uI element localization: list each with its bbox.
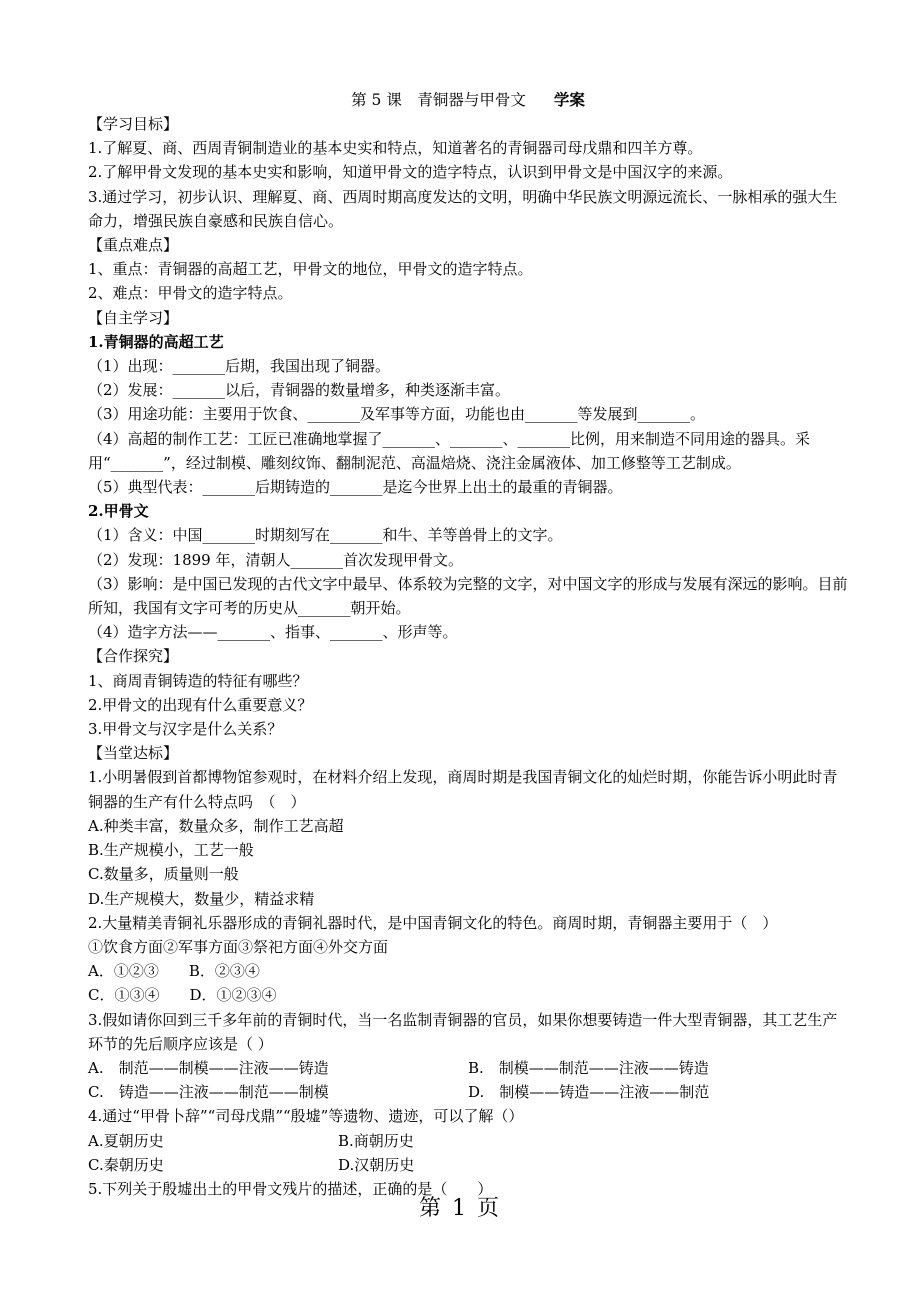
option-row <box>88 1129 848 1153</box>
key-item: 2、难点：甲骨文的造字特点。 <box>88 284 293 303</box>
option-row <box>88 1056 848 1080</box>
bronze-section-title: 1.青铜器的高超工艺 <box>88 332 224 351</box>
discussion-question: 1、商周青铜铸造的特征有哪些？ <box>88 671 308 690</box>
goal-item: 2.了解甲骨文发现的基本史实和影响，知道甲骨文的造字特点，认识到甲骨文是中国汉字的来源。 <box>88 163 733 182</box>
goals-heading: 【学习目标】 <box>88 115 179 133</box>
document-title <box>88 88 848 112</box>
discussion-question: 3.甲骨文与汉字是什么关系？ <box>88 720 283 739</box>
option: D. 制模——铸造——注液——制范 <box>468 1083 710 1102</box>
page-number: 第 1 页 <box>419 1196 501 1221</box>
goal-item: 3.通过学习，初步认识、理解夏、商、西周时期高度发达的文明，明确中华民族文明源远流长、一脉相承的强大生命力，增强民族自豪感和民族自信心。 <box>88 187 838 230</box>
option: C.秦朝历史 <box>88 1155 164 1174</box>
key-heading: 【重点难点】 <box>88 236 179 255</box>
option: B. 制模——制范——注液——铸造 <box>468 1058 709 1077</box>
option-row: A．①②③ B．②③④ <box>88 962 260 981</box>
fill-item: （4）高超的制作工艺：工匠已准确地掌握了_______、_______、_______比例，用来制造不同用途的器具。采用“_______”，经过制模、雕刻纹饰、翻制泥范、高温焙烧、浇注金属液体、加工修整等工艺制成。 <box>88 429 811 472</box>
question-1: 1.小明暑假到首都博物馆参观时，在材料介绍上发现，商周时期是我国青铜文化的灿烂时期，你能告诉小明此时青铜器的生产有什么特点吗 （ ） <box>88 768 838 811</box>
option: C.数量多，质量则一般 <box>88 865 239 884</box>
fill-item: （3）影响：是中国已发现的古代文字中最早、体系较为完整的文字，对中国文字的形成与发展有深远的影响。目前所知，我国有文字可考的历史从_______朝开始。 <box>88 574 848 618</box>
option: B.商朝历史 <box>338 1131 414 1150</box>
fill-item: （3）用途功能：主要用于饮食、_______及军事等方面，功能也由_______等发展到_______。 <box>88 405 706 424</box>
cooperation-heading: 【合作探究】 <box>88 647 179 666</box>
question-3: 3.假如请你回到三千多年前的青铜时代，当一名监制青铜器的官员，如果你想要铸造一件大型青铜器，其工艺生产环节的先后顺序应该是（ ） <box>88 1010 838 1053</box>
fill-item: （4）造字方法——_______、指事、_______、形声等。 <box>88 623 458 642</box>
option: D.生产规模大，数量少，精益求精 <box>88 889 315 908</box>
fill-item: （1）含义：中国_______时期刻写在_______和牛、羊等兽骨上的文字。 <box>88 526 563 545</box>
option: A.夏朝历史 <box>88 1131 164 1150</box>
question-4: 4.通过“甲骨卜辞”“司母戊鼎”“殷墟”等遗物、遗迹，可以了解（） <box>88 1107 524 1126</box>
goal-item: 1.了解夏、商、西周青铜制造业的基本史实和特点，知道著名的青铜器司母戊鼎和四羊方尊。 <box>88 139 703 158</box>
oracle-section-title: 2.甲骨文 <box>88 502 149 521</box>
fill-item: （1）出现：_______后期，我国出现了铜器。 <box>88 357 391 376</box>
question-5: 5.下列关于殷墟出土的甲骨文残片的描述，正确的是（ ） <box>88 1179 493 1198</box>
fill-item: （5）典型代表：_______后期铸造的_______是迄今世界上出土的最重的青铜器。 <box>88 478 623 497</box>
discussion-question: 2.甲骨文的出现有什么重要意义？ <box>88 695 313 714</box>
option-row <box>88 1153 848 1177</box>
question-2-items: ①饮食方面②军事方面③祭祀方面④外交方面 <box>88 937 389 956</box>
option: A. 制范——制模——注液——铸造 <box>88 1058 329 1077</box>
quiz-heading: 【当堂达标】 <box>88 744 179 763</box>
document-page <box>88 88 848 1201</box>
option: C. 铸造——注液——制范——制模 <box>88 1083 329 1102</box>
fill-item: （2）发展：_______以后，青铜器的数量增多，种类逐渐丰富。 <box>88 381 511 400</box>
question-2: 2.大量精美青铜礼乐器形成的青铜礼器时代，是中国青铜文化的特色。商周时期，青铜器主要用于（ ） <box>88 913 778 932</box>
option: B.生产规模小，工艺一般 <box>88 841 254 860</box>
option: D.汉朝历史 <box>338 1155 415 1174</box>
option-row <box>88 1080 848 1104</box>
option-row: C．①③④ D．①②③④ <box>88 986 277 1005</box>
key-item: 1、重点：青铜器的高超工艺，甲骨文的地位，甲骨文的造字特点。 <box>88 260 533 279</box>
title-suffix: 学案 <box>553 90 585 109</box>
title-text: 第 5 课 青铜器与甲骨文 <box>351 91 526 109</box>
option: A.种类丰富，数量众多，制作工艺高超 <box>88 816 344 835</box>
fill-item: （2）发现：1899 年，清朝人_______首次发现甲骨文。 <box>88 550 463 569</box>
self-study-heading: 【自主学习】 <box>88 308 179 327</box>
